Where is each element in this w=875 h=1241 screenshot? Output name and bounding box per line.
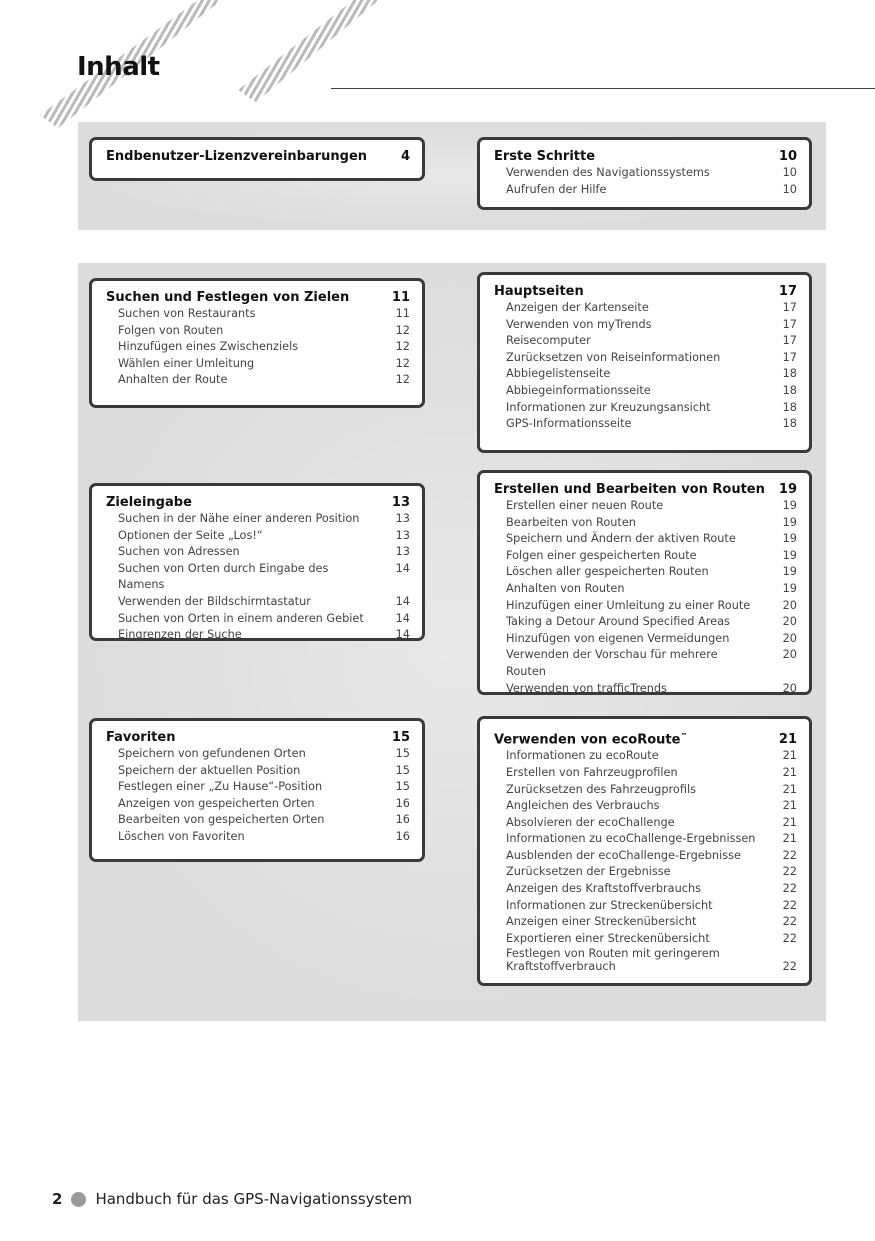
toc-entry[interactable]: Hinzufügen eines Zwischenziels 12 [118, 340, 410, 354]
toc-entry[interactable]: Zurücksetzen der Ergebnisse 22 [506, 865, 797, 879]
toc-entry[interactable]: Informationen zur Streckenübersicht 22 [506, 898, 797, 912]
toc-entry[interactable]: Verwenden von trafficTrends 20 [506, 681, 797, 695]
toc-entry[interactable]: Verwenden des Navigationssystems 10 [506, 166, 797, 179]
toc-entry[interactable]: Anzeigen des Kraftstoffverbrauchs 22 [506, 882, 797, 896]
section-page: 11 [391, 290, 410, 305]
toc-entry[interactable]: Zurücksetzen des Fahrzeugprofils 21 [506, 782, 797, 796]
toc-entry[interactable]: Optionen der Seite „Los!“ 13 [118, 528, 410, 542]
section-page: 4 [400, 149, 410, 164]
toc-entry[interactable]: Anzeigen der Kartenseite 17 [506, 301, 797, 314]
section-page: 17 [778, 284, 797, 299]
toc-entry[interactable]: Anzeigen von gespeicherten Orten 16 [118, 796, 410, 810]
toc-section-heading[interactable] [106, 149, 410, 165]
toc-entry[interactable]: Erstellen von Fahrzeugprofilen 21 [506, 765, 797, 779]
section-title: Suchen und Festlegen von Zielen [106, 290, 350, 305]
toc-box-zieleingabe [89, 483, 425, 641]
toc-entry[interactable]: Informationen zu ecoChallenge-Ergebnissen 21 [506, 832, 797, 846]
toc-entry[interactable]: Anhalten der Route 12 [118, 373, 410, 387]
toc-entry[interactable]: Exportieren einer Streckenübersicht 22 [506, 931, 797, 945]
toc-box-suchen-zielen [89, 278, 425, 408]
toc-entry[interactable]: Suchen von Orten durch Eingabe des Namens 14 [118, 561, 410, 592]
section-title: Zieleingabe [106, 495, 192, 510]
toc-entry[interactable]: Verwenden von myTrends 17 [506, 317, 797, 331]
bullet-icon [71, 1192, 86, 1207]
section-page: 15 [391, 730, 410, 745]
toc-entry[interactable]: Aufrufen der Hilfe 10 [506, 182, 797, 196]
section-page: 21 [778, 732, 797, 748]
toc-section-heading[interactable] [494, 149, 797, 165]
toc-entry[interactable]: Bearbeiten von gespeicherten Orten 16 [118, 813, 410, 827]
toc-entry[interactable]: Speichern der aktuellen Position 15 [118, 763, 410, 777]
toc-entry[interactable]: Reisecomputer 17 [506, 334, 797, 348]
footer-text: Handbuch für das GPS-Navigationssystem [95, 1190, 413, 1208]
toc-box-favoriten [89, 718, 425, 862]
trademark-mark: ™ [680, 732, 688, 740]
toc-section-heading[interactable] [494, 284, 797, 300]
toc-entry[interactable]: Suchen von Orten in einem anderen Gebiet 14 [118, 611, 410, 625]
toc-entry[interactable]: Erstellen einer neuen Route 19 [506, 499, 797, 512]
toc-entry[interactable]: Informationen zur Kreuzungsansicht 18 [506, 400, 797, 414]
toc-entry[interactable]: Suchen von Adressen 13 [118, 545, 410, 559]
section-title: Erstellen und Bearbeiten von Routen [494, 482, 765, 497]
section-title: Favoriten [106, 730, 176, 745]
toc-box-hauptseiten [477, 272, 812, 453]
toc-box-license [89, 137, 425, 181]
toc-entry[interactable]: Speichern und Ändern der aktiven Route 19 [506, 532, 797, 546]
toc-entry[interactable]: Zurücksetzen von Reiseinformationen 17 [506, 350, 797, 364]
toc-entry[interactable]: Informationen zu ecoRoute 21 [506, 749, 797, 763]
toc-entry[interactable]: Hinzufügen einer Umleitung zu einer Route 20 [506, 598, 797, 612]
toc-section-heading[interactable] [106, 495, 410, 511]
page-title: Inhalt [77, 52, 160, 82]
toc-entry[interactable]: Festlegen einer „Zu Hause“-Position 15 [118, 780, 410, 794]
toc-entry[interactable]: Absolvieren der ecoChallenge 21 [506, 815, 797, 829]
toc-box-routen [477, 470, 812, 695]
section-title: Hauptseiten [494, 284, 584, 299]
section-page: 13 [391, 495, 410, 510]
section-page: 10 [778, 149, 797, 164]
toc-entry[interactable]: Abbiegelistenseite 18 [506, 367, 797, 381]
toc-entry[interactable]: Löschen aller gespeicherten Routen 19 [506, 565, 797, 579]
toc-section-heading[interactable] [494, 482, 797, 498]
toc-box-ecoroute [477, 716, 812, 986]
toc-entry[interactable]: Löschen von Favoriten 16 [118, 829, 410, 843]
footer-page-number: 2 [52, 1190, 63, 1208]
section-title: Endbenutzer-Lizenzvereinbarungen [106, 149, 368, 164]
toc-section-heading[interactable] [494, 728, 797, 748]
section-title: Erste Schritte [494, 149, 596, 164]
toc-entry[interactable]: Anzeigen einer Streckenübersicht 22 [506, 915, 797, 929]
toc-entry[interactable]: Verwenden der Vorschau für mehrere Routen 20 [506, 648, 797, 678]
page-footer [52, 1190, 412, 1208]
toc-entry[interactable]: Speichern von gefundenen Orten 15 [118, 747, 410, 760]
toc-box-erste-schritte [477, 137, 812, 210]
section-page: 19 [778, 482, 797, 497]
toc-entry[interactable]: Wählen einer Umleitung 12 [118, 356, 410, 370]
toc-entry[interactable]: Ausblenden der ecoChallenge-Ergebnisse 22 [506, 848, 797, 862]
toc-entry[interactable]: GPS-Informationsseite 18 [506, 417, 797, 431]
toc-section-heading[interactable] [106, 290, 410, 306]
toc-entry[interactable]: Suchen von Restaurants 11 [118, 307, 410, 320]
toc-entry[interactable]: Suchen in der Nähe einer anderen Position 13 [118, 512, 410, 525]
toc-entry[interactable]: Abbiegeinformationsseite 18 [506, 383, 797, 397]
toc-entry[interactable]: Anhalten von Routen 19 [506, 581, 797, 595]
toc-section-heading[interactable] [106, 730, 410, 746]
toc-entry[interactable]: Folgen einer gespeicherten Route 19 [506, 548, 797, 562]
toc-entry[interactable]: Angleichen des Verbrauchs 21 [506, 799, 797, 813]
section-title: Verwenden von ecoRoute™ [494, 732, 688, 748]
title-rule [331, 88, 875, 89]
toc-entry[interactable]: Bearbeiten von Routen 19 [506, 515, 797, 529]
toc-entry[interactable]: Eingrenzen der Suche 14 [118, 628, 410, 642]
tire-tread-decoration [0, 0, 420, 140]
toc-entry[interactable]: Folgen von Routen 12 [118, 323, 410, 337]
toc-entry[interactable]: Festlegen von Routen mit geringerem Kraftstoffverbrauch 22 [506, 947, 797, 974]
toc-entry[interactable]: Hinzufügen von eigenen Vermeidungen 20 [506, 631, 797, 645]
toc-entry[interactable]: Taking a Detour Around Specified Areas 20 [506, 615, 797, 629]
toc-entry[interactable]: Verwenden der Bildschirmtastatur 14 [118, 594, 410, 608]
